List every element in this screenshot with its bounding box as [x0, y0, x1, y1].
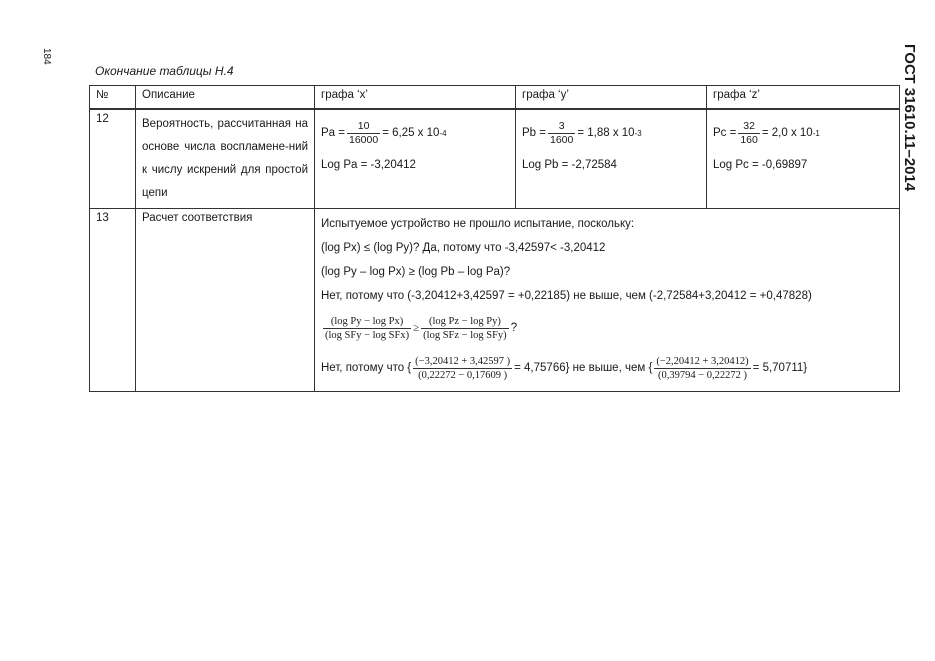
pc-numerator: 32 [738, 120, 760, 134]
pc-label: Pc = [713, 127, 737, 139]
result1-denominator: (0,22272 − 0,17609 ) [418, 369, 508, 381]
pb-label: Pb = [522, 127, 546, 139]
log-pa: Log Pa = -3,20412 [321, 159, 416, 171]
header-num: № [90, 86, 136, 110]
ratio1-numerator: (log Py − log Px) [323, 315, 411, 329]
row13-num: 13 [90, 209, 136, 392]
pb-exponent: -3 [634, 128, 642, 138]
pa-formula [321, 113, 509, 153]
pa-label: Pa = [321, 127, 345, 139]
pa-exponent: -4 [439, 128, 447, 138]
pc-formula [713, 113, 893, 153]
pb-fraction [548, 120, 575, 147]
table-row [90, 209, 900, 392]
pb-numerator: 3 [548, 120, 575, 134]
row12-z-cell [707, 109, 900, 209]
pc-fraction [738, 120, 760, 147]
ratio2-denominator: (log SFz − log SFy) [423, 329, 507, 341]
pa-numerator: 10 [347, 120, 380, 134]
log-ratio-formula [321, 308, 893, 348]
ratio-fraction-1 [323, 315, 411, 342]
result2-value: = 5,70711} [752, 362, 808, 374]
pc-result: = 2,0 x 10 [761, 127, 813, 139]
pb-denominator: 1600 [549, 133, 574, 146]
log-pc: Log Pc = -0,69897 [713, 159, 808, 171]
header-desc: Описание [136, 86, 315, 110]
table-row [90, 109, 900, 209]
row12-x-cell [315, 109, 516, 209]
calc-line-2: (log Px) ≤ (log Py)? Да, потому что -3,42597< -3,20412 [321, 242, 606, 254]
page-number: 184 [41, 48, 52, 65]
result2-denominator: (0,39794 − 0,22272 ) [657, 369, 747, 381]
row12-num: 12 [90, 109, 136, 209]
result-fraction-2 [654, 355, 750, 382]
pc-exponent: -1 [812, 128, 820, 138]
data-table [89, 85, 900, 392]
pc-denominator: 160 [740, 133, 758, 146]
result2-numerator: (−2,20412 + 3,20412) [656, 355, 749, 367]
pb-result: = 1,88 x 10 [577, 127, 635, 139]
calc-line-1: Испытуемое устройство не прошло испытание, поскольку: [321, 218, 635, 230]
pa-denominator: 16000 [348, 133, 379, 146]
log-pb: Log Pb = -2,72584 [522, 159, 617, 171]
ratio-question: ? [510, 322, 518, 334]
ratio-fraction-2 [421, 315, 509, 342]
calc-line-3: (log Py – log Px) ≥ (log Pb – log Pa)? [321, 266, 511, 278]
calc-line-4: Нет, потому что (-3,20412+3,42597 = +0,22185) не выше, чем (-2,72584+3,20412 = +0,47828) [321, 290, 812, 302]
table-caption: Окончание таблицы Н.4 [95, 64, 234, 78]
ratio1-denominator: (log SFy − log SFx) [325, 329, 410, 341]
standard-code: ГОСТ 31610.11–2014 [901, 44, 918, 192]
pa-result: = 6,25 x 10 [382, 127, 440, 139]
header-col-y: графа ‘y’ [516, 86, 707, 110]
result1-numerator: (−3,20412 + 3,42597 ) [415, 355, 511, 367]
row13-calc-cell [315, 209, 900, 392]
ratio2-numerator: (log Pz − log Py) [421, 315, 509, 329]
result1-value: = 4,75766} не выше, чем { [514, 362, 653, 374]
row12-y-cell [516, 109, 707, 209]
table-header-row [90, 86, 900, 110]
header-col-z: графа ‘z’ [707, 86, 900, 110]
row12-desc: Вероятность, рассчитанная на основе числа воспламене-ний к числу искрений для простой цепи [136, 109, 315, 209]
result-fraction-1 [413, 355, 512, 382]
pa-fraction [347, 120, 380, 147]
result-prefix: Нет, потому что { [321, 362, 412, 374]
header-col-x: графа ‘x’ [315, 86, 516, 110]
pb-formula [522, 113, 700, 153]
row13-desc: Расчет соответствия [136, 209, 315, 392]
ratio-operator: ≥ [413, 322, 420, 334]
result-formula [321, 348, 893, 388]
